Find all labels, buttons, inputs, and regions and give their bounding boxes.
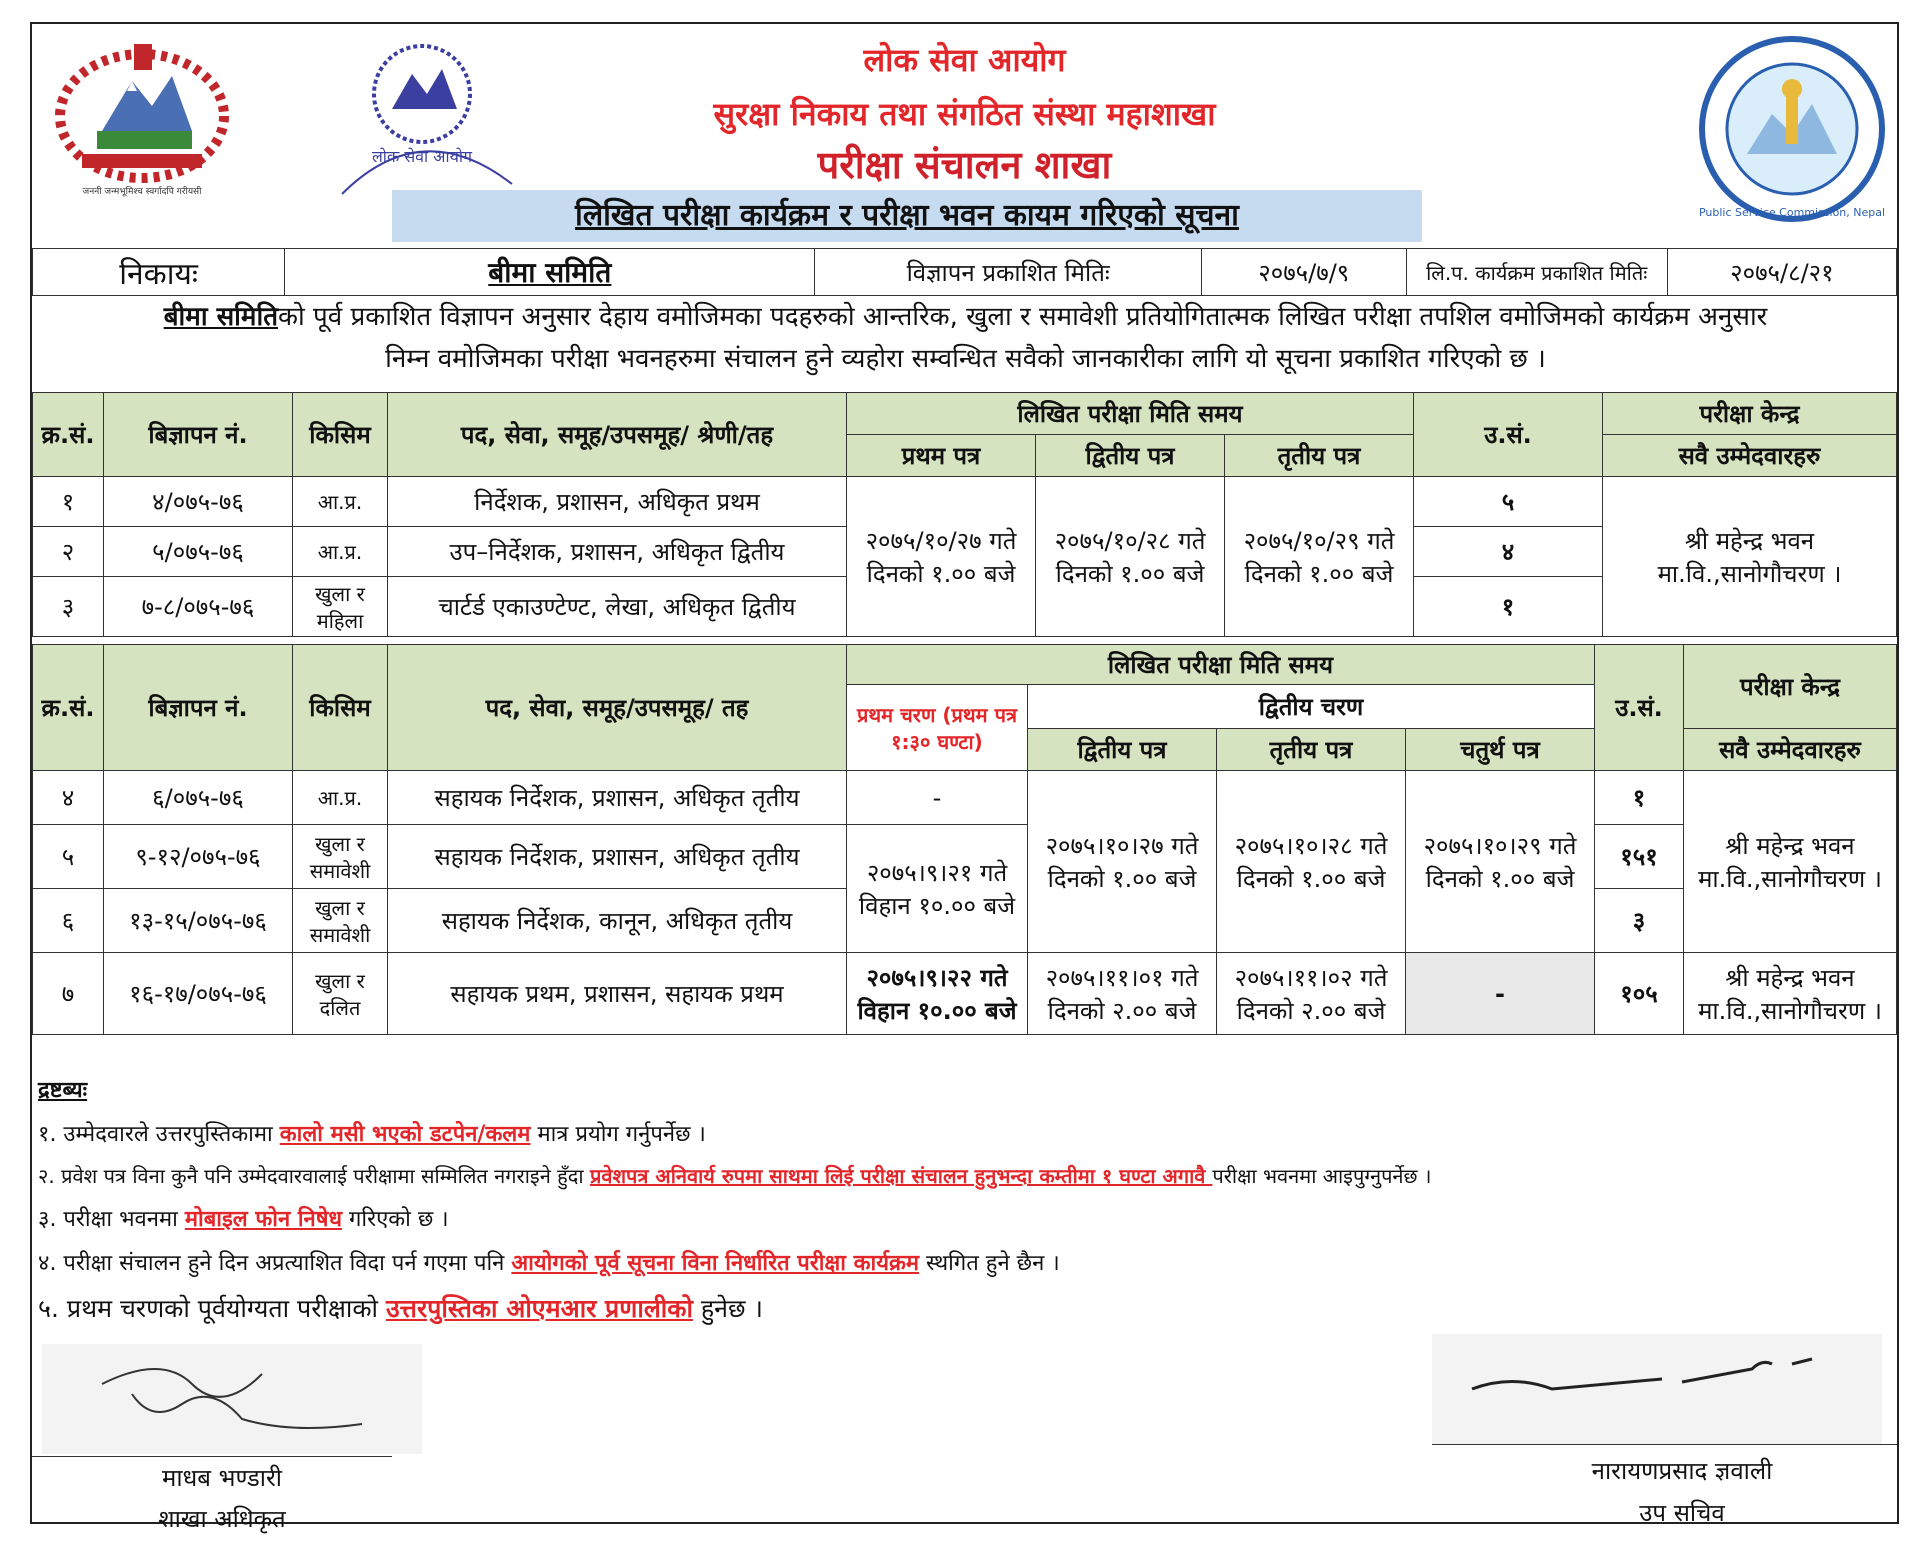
row-type: खुला र समावेशी bbox=[293, 889, 388, 953]
row-post: निर्देशक, प्रशासन, अधिकृत प्रथम bbox=[388, 477, 847, 527]
row-adv-no: ९-१२/०७५-७६ bbox=[104, 825, 293, 889]
table2-header-paper3: तृतीय पत्र bbox=[1217, 729, 1406, 771]
notes-section bbox=[38, 1074, 1893, 1339]
table1-paper1-cell: २०७५/१०/२७ गते दिनको १.०० बजे bbox=[847, 477, 1036, 637]
note-1: १. उम्मेदवारले उत्तरपुस्तिकामा कालो मसी भएको डटपेन/कलम मात्र प्रयोग गर्नुपर्नेछ । bbox=[38, 1122, 706, 1147]
program-date-value: २०७५/८/२१ bbox=[1667, 249, 1896, 296]
division-name: सुरक्षा निकाय तथा संगठित संस्था महाशाखा bbox=[713, 95, 1216, 133]
left-signature-icon bbox=[42, 1344, 422, 1454]
svg-text:लोक सेवा आयोग: लोक सेवा आयोग bbox=[371, 147, 473, 166]
table1-header-paper2: द्वितीय पत्र bbox=[1036, 435, 1225, 477]
row-type: आ.प्र. bbox=[293, 771, 388, 825]
section-name: परीक्षा संचालन शाखा bbox=[817, 143, 1112, 187]
table-row bbox=[33, 953, 1897, 1035]
row-post: सहायक निर्देशक, प्रशासन, अधिकृत तृतीय bbox=[388, 825, 847, 889]
note-3: ३. परीक्षा भवनमा मोबाइल फोन निषेध गरिएको छ । bbox=[38, 1207, 449, 1232]
table1-header-exam-date: लिखित परीक्षा मिति समय bbox=[847, 393, 1414, 435]
table1-paper3-cell: २०७५/१०/२९ गते दिनको १.०० बजे bbox=[1225, 477, 1414, 637]
row-adv-no: ४/०७५-७६ bbox=[104, 477, 293, 527]
row-post: सहायक निर्देशक, कानून, अधिकृत तृतीय bbox=[388, 889, 847, 953]
table1-header-post: पद, सेवा, समूह/उपसमूह/ श्रेणी/तह bbox=[388, 393, 847, 477]
table2-paper3-cell: २०७५।१०।२८ गते दिनको १.०० बजे bbox=[1217, 771, 1406, 953]
row-candidates: १ bbox=[1414, 577, 1603, 637]
row7-paper3-cell: २०७५।११।०२ गते दिनको २.०० बजे bbox=[1217, 953, 1406, 1035]
adv-date-value: २०७५/७/९ bbox=[1201, 249, 1406, 296]
adv-date-label: विज्ञापन प्रकाशित मितिः bbox=[815, 249, 1202, 296]
table2-header-adv: बिज्ञापन नं. bbox=[104, 645, 293, 771]
table2-header-first-phase: प्रथम चरण (प्रथम पत्र १:३० घण्टा) bbox=[847, 685, 1028, 771]
table-row bbox=[33, 771, 1897, 825]
notice-title: लिखित परीक्षा कार्यक्रम र परीक्षा भवन कायम गरिएको सूचना bbox=[392, 190, 1422, 242]
row-post: उप–निर्देशक, प्रशासन, अधिकृत द्वितीय bbox=[388, 527, 847, 577]
svg-text:जननी जन्मभूमिश्च स्वर्गादपि गर: जननी जन्मभूमिश्च स्वर्गादपि गरीयसी bbox=[82, 187, 202, 197]
exam-table-1 bbox=[32, 392, 1897, 637]
intro-line1: को पूर्व प्रकाशित विज्ञापन अनुसार देहाय वमोजिमका पदहरुको आन्तरिक, खुला र समावेशी प्रतियोगितात्मक लिखित परीक्षा तपशिल वमोजिमको कार्यक्रम अनुसार bbox=[278, 302, 1768, 332]
table2-header-candidates: उ.सं. bbox=[1595, 645, 1684, 771]
intro-line2: निम्न वमोजिमका परीक्षा भवनहरुमा संचालन हुने व्यहोरा सम्वन्धित सवैको जानकारीका लागि यो सूचना प्रकाशित गरिएको छ । bbox=[385, 344, 1546, 374]
row-adv-no: १६-१७/०७५-७६ bbox=[104, 953, 293, 1035]
table1-center-cell: श्री महेन्द्र भवन मा.वि.,सानोगौचरण । bbox=[1603, 477, 1897, 637]
table2-paper2-cell: २०७५।१०।२७ गते दिनको १.०० बजे bbox=[1028, 771, 1217, 953]
table1-header-sn: क्र.सं. bbox=[33, 393, 104, 477]
row-type: आ.प्र. bbox=[293, 527, 388, 577]
row-candidates: १५१ bbox=[1595, 825, 1684, 889]
table2-header-second-phase: द्वितीय चरण bbox=[1028, 685, 1595, 729]
left-signatory-title: शाखा अधिकृत bbox=[158, 1505, 286, 1533]
nikaya-label: निकायः bbox=[33, 249, 285, 296]
table2-header-post: पद, सेवा, समूह/उपसमूह/ तह bbox=[388, 645, 847, 771]
notes-heading: द्रष्टब्यः bbox=[38, 1078, 88, 1103]
note-4: ४. परीक्षा संचालन हुने दिन अप्रत्याशित विदा पर्न गएमा पनि आयोगको पूर्व सूचना विना निर्धारित परीक्षा कार्यक्रम स्थगित हुने छैन । bbox=[38, 1251, 1060, 1276]
row-adv-no: ७-८/०७५-७६ bbox=[104, 577, 293, 637]
row-type: आ.प्र. bbox=[293, 477, 388, 527]
table2-header-exam-date: लिखित परीक्षा मिति समय bbox=[847, 645, 1595, 685]
exam-table-2 bbox=[32, 644, 1897, 1035]
table1-header-paper1: प्रथम पत्र bbox=[847, 435, 1036, 477]
left-signatory-name: माधब भण्डारी bbox=[161, 1464, 283, 1492]
row-adv-no: १३-१५/०७५-७६ bbox=[104, 889, 293, 953]
row-sn: ३ bbox=[33, 577, 104, 637]
row-sn: ७ bbox=[33, 953, 104, 1035]
row7-paper4-cell: - bbox=[1406, 953, 1595, 1035]
program-date-label: लि.प. कार्यक्रम प्रकाशित मितिः bbox=[1406, 249, 1667, 296]
row-sn: २ bbox=[33, 527, 104, 577]
table2-header-center: परीक्षा केन्द्र bbox=[1684, 645, 1897, 729]
row-sn: ५ bbox=[33, 825, 104, 889]
row-candidates: ४ bbox=[1414, 527, 1603, 577]
row7-center-cell: श्री महेन्द्र भवन मा.वि.,सानोगौचरण । bbox=[1684, 953, 1897, 1035]
row-candidates: ५ bbox=[1414, 477, 1603, 527]
table2-phase1-cell: २०७५।९।२१ गते विहान १०.०० बजे bbox=[847, 825, 1028, 953]
table1-paper2-cell: २०७५/१०/२८ गते दिनको १.०० बजे bbox=[1036, 477, 1225, 637]
row-sn: ४ bbox=[33, 771, 104, 825]
row-sn: ६ bbox=[33, 889, 104, 953]
table2-paper4-cell: २०७५।१०।२९ गते दिनको १.०० बजे bbox=[1406, 771, 1595, 953]
row-adv-no: ६/०७५-७६ bbox=[104, 771, 293, 825]
svg-text:Public Service Commission, Nep: Public Service Commission, Nepal bbox=[1698, 206, 1886, 219]
table2-header-sn: क्र.सं. bbox=[33, 645, 104, 771]
row-type: खुला र महिला bbox=[293, 577, 388, 637]
table1-header-adv: बिज्ञापन नं. bbox=[104, 393, 293, 477]
table-row bbox=[33, 825, 1897, 889]
row-adv-no: ५/०७५-७६ bbox=[104, 527, 293, 577]
table1-header-center: परीक्षा केन्द्र bbox=[1603, 393, 1897, 435]
table2-center-cell: श्री महेन्द्र भवन मा.वि.,सानोगौचरण । bbox=[1684, 771, 1897, 953]
table1-header-paper3: तृतीय पत्र bbox=[1225, 435, 1414, 477]
right-signature-icon bbox=[1432, 1334, 1882, 1444]
table2-header-type: किसिम bbox=[293, 645, 388, 771]
row-candidates: १०५ bbox=[1595, 953, 1684, 1035]
row-candidates: ३ bbox=[1595, 889, 1684, 953]
table2-header-all-candidates: सवै उम्मेदवारहरु bbox=[1684, 729, 1897, 771]
row-type: खुला र समावेशी bbox=[293, 825, 388, 889]
right-signatory-name: नारायणप्रसाद ज्ञवाली bbox=[1591, 1457, 1773, 1485]
table1-header-type: किसिम bbox=[293, 393, 388, 477]
intro-paragraph bbox=[38, 296, 1893, 380]
nikaya-value: बीमा समिति bbox=[285, 249, 815, 296]
row7-phase1-cell: २०७५।९।२२ गते विहान १०.०० बजे bbox=[847, 953, 1028, 1035]
row-post: सहायक प्रथम, प्रशासन, सहायक प्रथम bbox=[388, 953, 847, 1035]
row7-paper2-cell: २०७५।११।०१ गते दिनको २.०० बजे bbox=[1028, 953, 1217, 1035]
row-type: खुला र दलित bbox=[293, 953, 388, 1035]
row-post: सहायक निर्देशक, प्रशासन, अधिकृत तृतीय bbox=[388, 771, 847, 825]
intro-entity: बीमा समिति bbox=[163, 302, 279, 332]
row-sn: १ bbox=[33, 477, 104, 527]
org-name: लोक सेवा आयोग bbox=[863, 41, 1066, 79]
table-row bbox=[33, 477, 1897, 527]
row-post: चार्टर्ड एकाउण्टेण्ट, लेखा, अधिकृत द्वितीय bbox=[388, 577, 847, 637]
note-5: ५. प्रथम चरणको पूर्वयोग्यता परीक्षाको उत्तरपुस्तिका ओएमआर प्रणालीको हुनेछ । bbox=[38, 1294, 763, 1323]
table1-header-all-candidates: सवै उम्मेदवारहरु bbox=[1603, 435, 1897, 477]
right-signatory-title: उप सचिव bbox=[1639, 1499, 1725, 1527]
notice-page bbox=[30, 22, 1899, 1533]
table2-header-paper4: चतुर्थ पत्र bbox=[1406, 729, 1595, 771]
note-2: २. प्रवेश पत्र विना कुनै पनि उम्मेदवारवालाई परीक्षामा सम्मिलित नगराइने हुँदा प्रवेशपत्र अनिवार्य रुपमा साथमा लिई परीक्षा संचालन हुनुभन्दा कम्तीमा १ घण्टा अगावै परीक्षा भवनमा आइपुग्नुपर्नेछ । bbox=[38, 1164, 1432, 1188]
row-first-phase: - bbox=[847, 771, 1028, 825]
table2-header-paper2: द्वितीय पत्र bbox=[1028, 729, 1217, 771]
meta-table bbox=[32, 248, 1897, 296]
row-candidates: १ bbox=[1595, 771, 1684, 825]
table1-header-candidates: उ.सं. bbox=[1414, 393, 1603, 477]
